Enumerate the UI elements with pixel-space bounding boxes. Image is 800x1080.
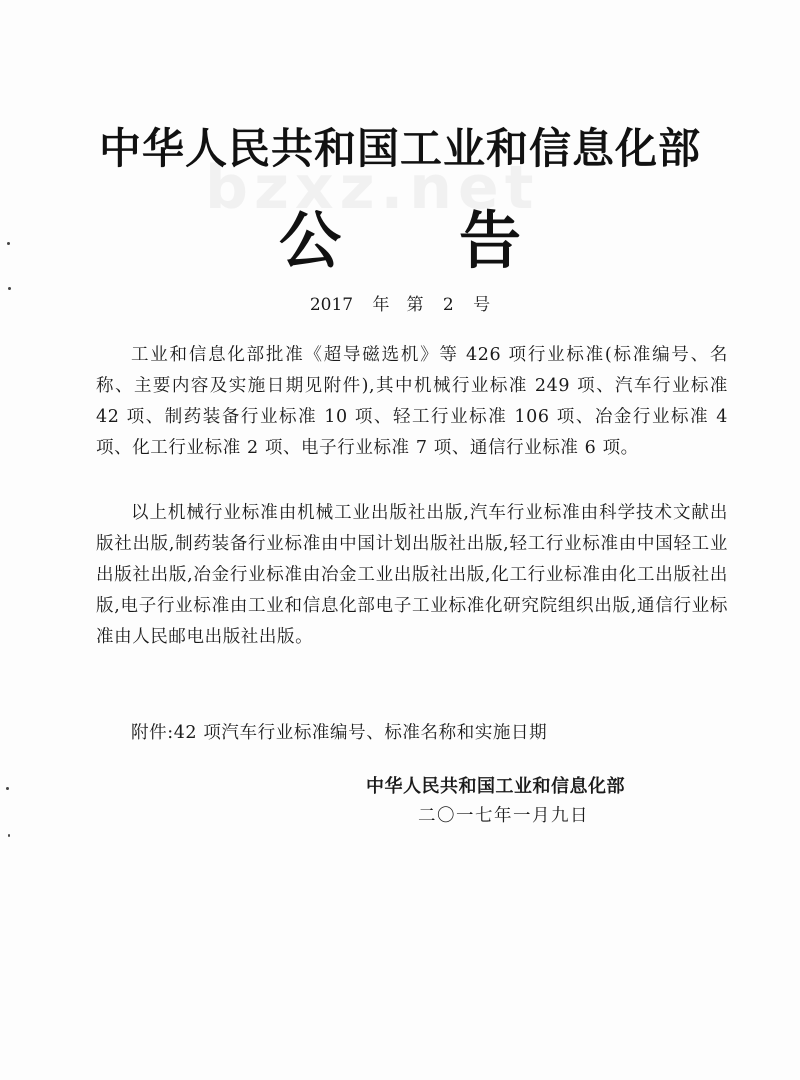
scan-speck [6,787,9,790]
scan-speck [8,834,10,837]
watermark: bzxz.net [205,153,540,223]
scan-speck [8,287,11,290]
body-paragraph: 以上机械行业标准由机械工业出版社出版,汽车行业标准由科学技术文献出版社出版,制药装备行业标准由中国计划出版社出版,轻工行业标准由中国轻工业出版社出版,冶金行业标准由冶金工业出版社出版,化工行业标准由化工出版社出版,电子行业标准由工业和信息化部电子工业标准化研究院组织出版,通信行业标准由人民邮电出版社出版。 [96,503,728,647]
scan-speck [7,242,10,245]
document-subtitle: 公告 [278,204,639,277]
issue-date: 二〇一七年一月九日 [418,806,589,826]
issuer-signature: 中华人民共和国工业和信息化部 [366,776,625,797]
document-title: 中华人民共和国工业和信息化部 [98,124,701,173]
attachment-line: 附件:42 项汽车行业标准编号、标准名称和实施日期 [131,723,548,743]
body-paragraph: 工业和信息化部批准《超导磁选机》等 426 项行业标准(标准编号、名称、主要内容及实施日期见附件),其中机械行业标准 249 项、汽车行业标准 42 项、制药装备行业标准 10 项、轻工行业标准 106 项、冶金行业标准 4 项、化工行业标准 2 项、电子行业标准 7 项、通信行业标准 6 项。 [96,345,728,458]
document-number: 2017 年 第 2 号 [309,295,491,315]
